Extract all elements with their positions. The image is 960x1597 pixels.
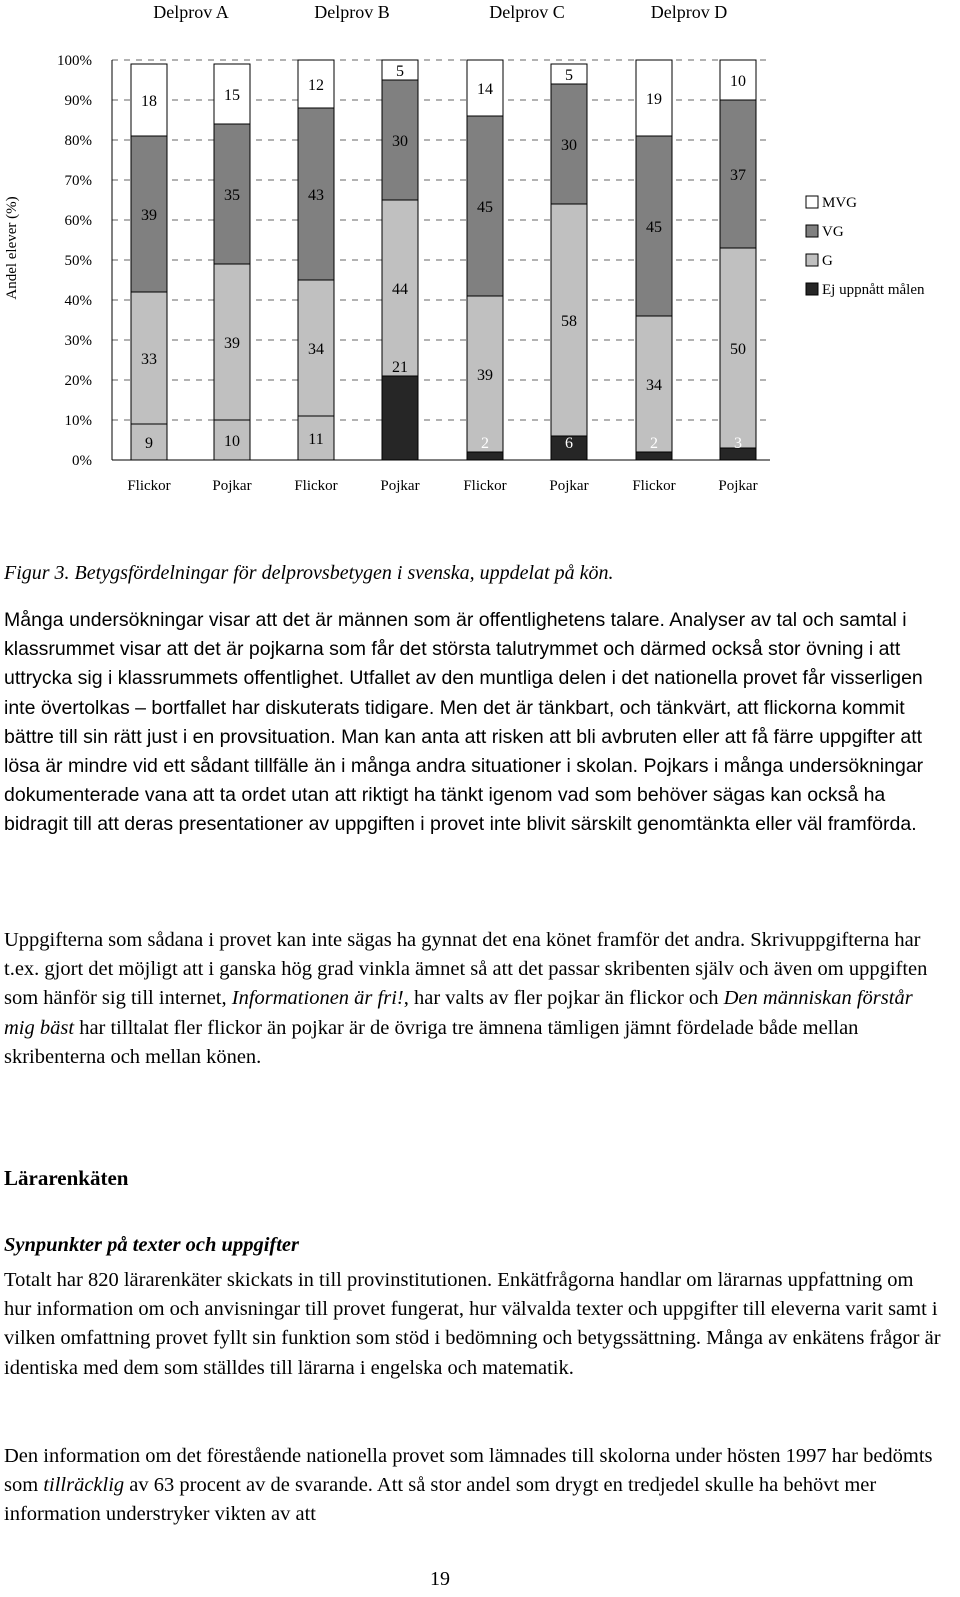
data-label: 39 xyxy=(477,367,493,384)
data-label: 39 xyxy=(141,207,157,224)
paragraph-3: Totalt har 820 lärarenkäter skickats in till provinstitutionen. Enkätfrågorna handlar om lärarnas uppfattning om hur information om och anvisningar till provet fungerat, hur välvalda texter och uppgifter till eleverna varit samt i vilken omfattning provet fyllt sin funktion som stöd i bedömning och betygssättning. Många av enkätens frågor är identiska med dem som ställdes till lärarna i engelska och matematik. xyxy=(4,1269,941,1379)
bar-segment xyxy=(382,376,418,460)
y-tick-label: 60% xyxy=(64,213,92,229)
data-label: 5 xyxy=(396,63,404,80)
section-heading: Lärarenkäten xyxy=(4,1166,129,1190)
y-tick-label: 20% xyxy=(64,373,92,389)
x-category-label: Pojkar xyxy=(718,478,758,494)
x-category-label: Flickor xyxy=(127,478,171,494)
data-label: 10 xyxy=(730,73,746,90)
data-label: 45 xyxy=(477,199,493,216)
data-label: 2 xyxy=(650,435,658,452)
legend-label: Ej uppnått målen xyxy=(822,282,925,298)
legend-label: MVG xyxy=(822,195,858,211)
legend-label: VG xyxy=(822,224,844,240)
legend-swatch xyxy=(806,254,818,266)
data-label: 35 xyxy=(224,187,240,204)
data-label: 30 xyxy=(561,137,577,154)
legend-swatch xyxy=(806,225,818,237)
y-tick-label: 90% xyxy=(64,93,92,109)
y-tick-label: 30% xyxy=(64,333,92,349)
paragraph-4: Den information om det förestående nationella provet som lämnades till skolorna under hösten 1997 har bedömts som tillräcklig av 63 procent av de svarande. Att så stor andel som drygt en tredjedel skulle ha behövt mer information understryker vikten av att xyxy=(4,1445,933,1526)
data-label: 19 xyxy=(646,91,662,108)
data-label: 34 xyxy=(646,377,662,394)
y-tick-label: 10% xyxy=(64,413,92,429)
data-label: 6 xyxy=(565,435,573,452)
data-label: 18 xyxy=(141,93,157,110)
group-header: Delprov C xyxy=(489,2,565,22)
group-header: Delprov B xyxy=(314,2,390,22)
legend-swatch xyxy=(806,283,818,295)
y-axis-label: Andel elever (%) xyxy=(4,196,20,300)
x-category-label: Flickor xyxy=(294,478,338,494)
data-label: 44 xyxy=(392,281,408,298)
y-tick-label: 80% xyxy=(64,133,92,149)
data-label: 10 xyxy=(224,433,240,450)
data-label: 9 xyxy=(145,435,153,452)
y-tick-label: 50% xyxy=(64,253,92,269)
y-tick-label: 100% xyxy=(57,53,92,69)
group-header: Delprov A xyxy=(153,2,229,22)
data-label: 2 xyxy=(481,435,489,452)
data-label: 11 xyxy=(308,431,324,448)
data-label: 30 xyxy=(392,133,408,150)
data-label: 58 xyxy=(561,313,577,330)
paragraph-2: Uppgifterna som sådana i provet kan inte sägas ha gynnat det ena könet framför det andra. Skrivuppgifterna har t.ex. gjort det möjligt att i ganska hög grad vinkla ämnet så att det passar skribenten själv och även om uppgiften som hänför sig till internet, Informationen är fri!, har valts av fler pojkar än flickor och Den människan förstår mig bäst har tilltalat fler flickor än pojkar är de övriga tre ämnena tämligen jämnt fördelade både mellan skribenterna och mellan könen. xyxy=(4,929,928,1068)
x-category-label: Flickor xyxy=(632,478,676,494)
legend-label: G xyxy=(822,253,833,269)
x-category-label: Pojkar xyxy=(380,478,420,494)
paragraph-1: Många undersökningar visar att det är männen som är offentlighetens talare. Analyser av tal och samtal i klassrummet visar att det är pojkarna som får det största talutrymmet och därmed också stor övning i att uttrycka sig i klassrummets offentlighet. Utfallet av den muntliga delen i det nationella provet får visserligen inte övertolkas – bortfallet har diskuterats tidigare. Men det är tänkbart, och tänkvärt, att flickorna kommit bättre till sin rätt just i en provsituation. Man kan anta att risken att bli avbruten eller att få färre uppgifter att lösa är mindre vid ett sådant tillfälle än i många andra situationer i skolan. Pojkars i många undersökningar dokumenterade vana att ta ordet utan att riktigt ha tänkt igenom vad som behöver sägas kan också ha bidragit till att deras presentationer av uppgiften i provet inte blivit särskilt genomtänkta eller väl framförda. xyxy=(4,609,924,836)
data-label: 12 xyxy=(308,77,324,94)
data-label: 33 xyxy=(141,351,157,368)
data-label: 43 xyxy=(308,187,324,204)
data-label: 5 xyxy=(565,67,573,84)
bar-segment xyxy=(467,452,503,460)
data-label: 3 xyxy=(734,435,742,452)
figure-caption: Figur 3. Betygsfördelningar för delprovsbetygen i svenska, uppdelat på kön. xyxy=(4,562,614,584)
page-number: 19 xyxy=(430,1568,450,1590)
data-label: 50 xyxy=(730,341,746,358)
x-category-label: Pojkar xyxy=(549,478,589,494)
data-label: 37 xyxy=(730,167,746,184)
data-label: 34 xyxy=(308,341,324,358)
group-header: Delprov D xyxy=(650,2,728,22)
subsection-heading: Synpunkter på texter och uppgifter xyxy=(4,1234,299,1256)
data-label: 21 xyxy=(392,359,408,376)
y-tick-label: 40% xyxy=(64,293,92,309)
y-tick-label: 70% xyxy=(64,173,92,189)
stacked-bar-chart xyxy=(0,0,960,510)
data-label: 39 xyxy=(224,335,240,352)
data-label: 14 xyxy=(477,81,493,98)
legend-swatch xyxy=(806,196,818,208)
data-label: 45 xyxy=(646,219,662,236)
data-label: 15 xyxy=(224,87,240,104)
y-tick-label: 0% xyxy=(72,453,92,469)
x-category-label: Flickor xyxy=(463,478,507,494)
bar-segment xyxy=(636,452,672,460)
x-category-label: Pojkar xyxy=(212,478,252,494)
